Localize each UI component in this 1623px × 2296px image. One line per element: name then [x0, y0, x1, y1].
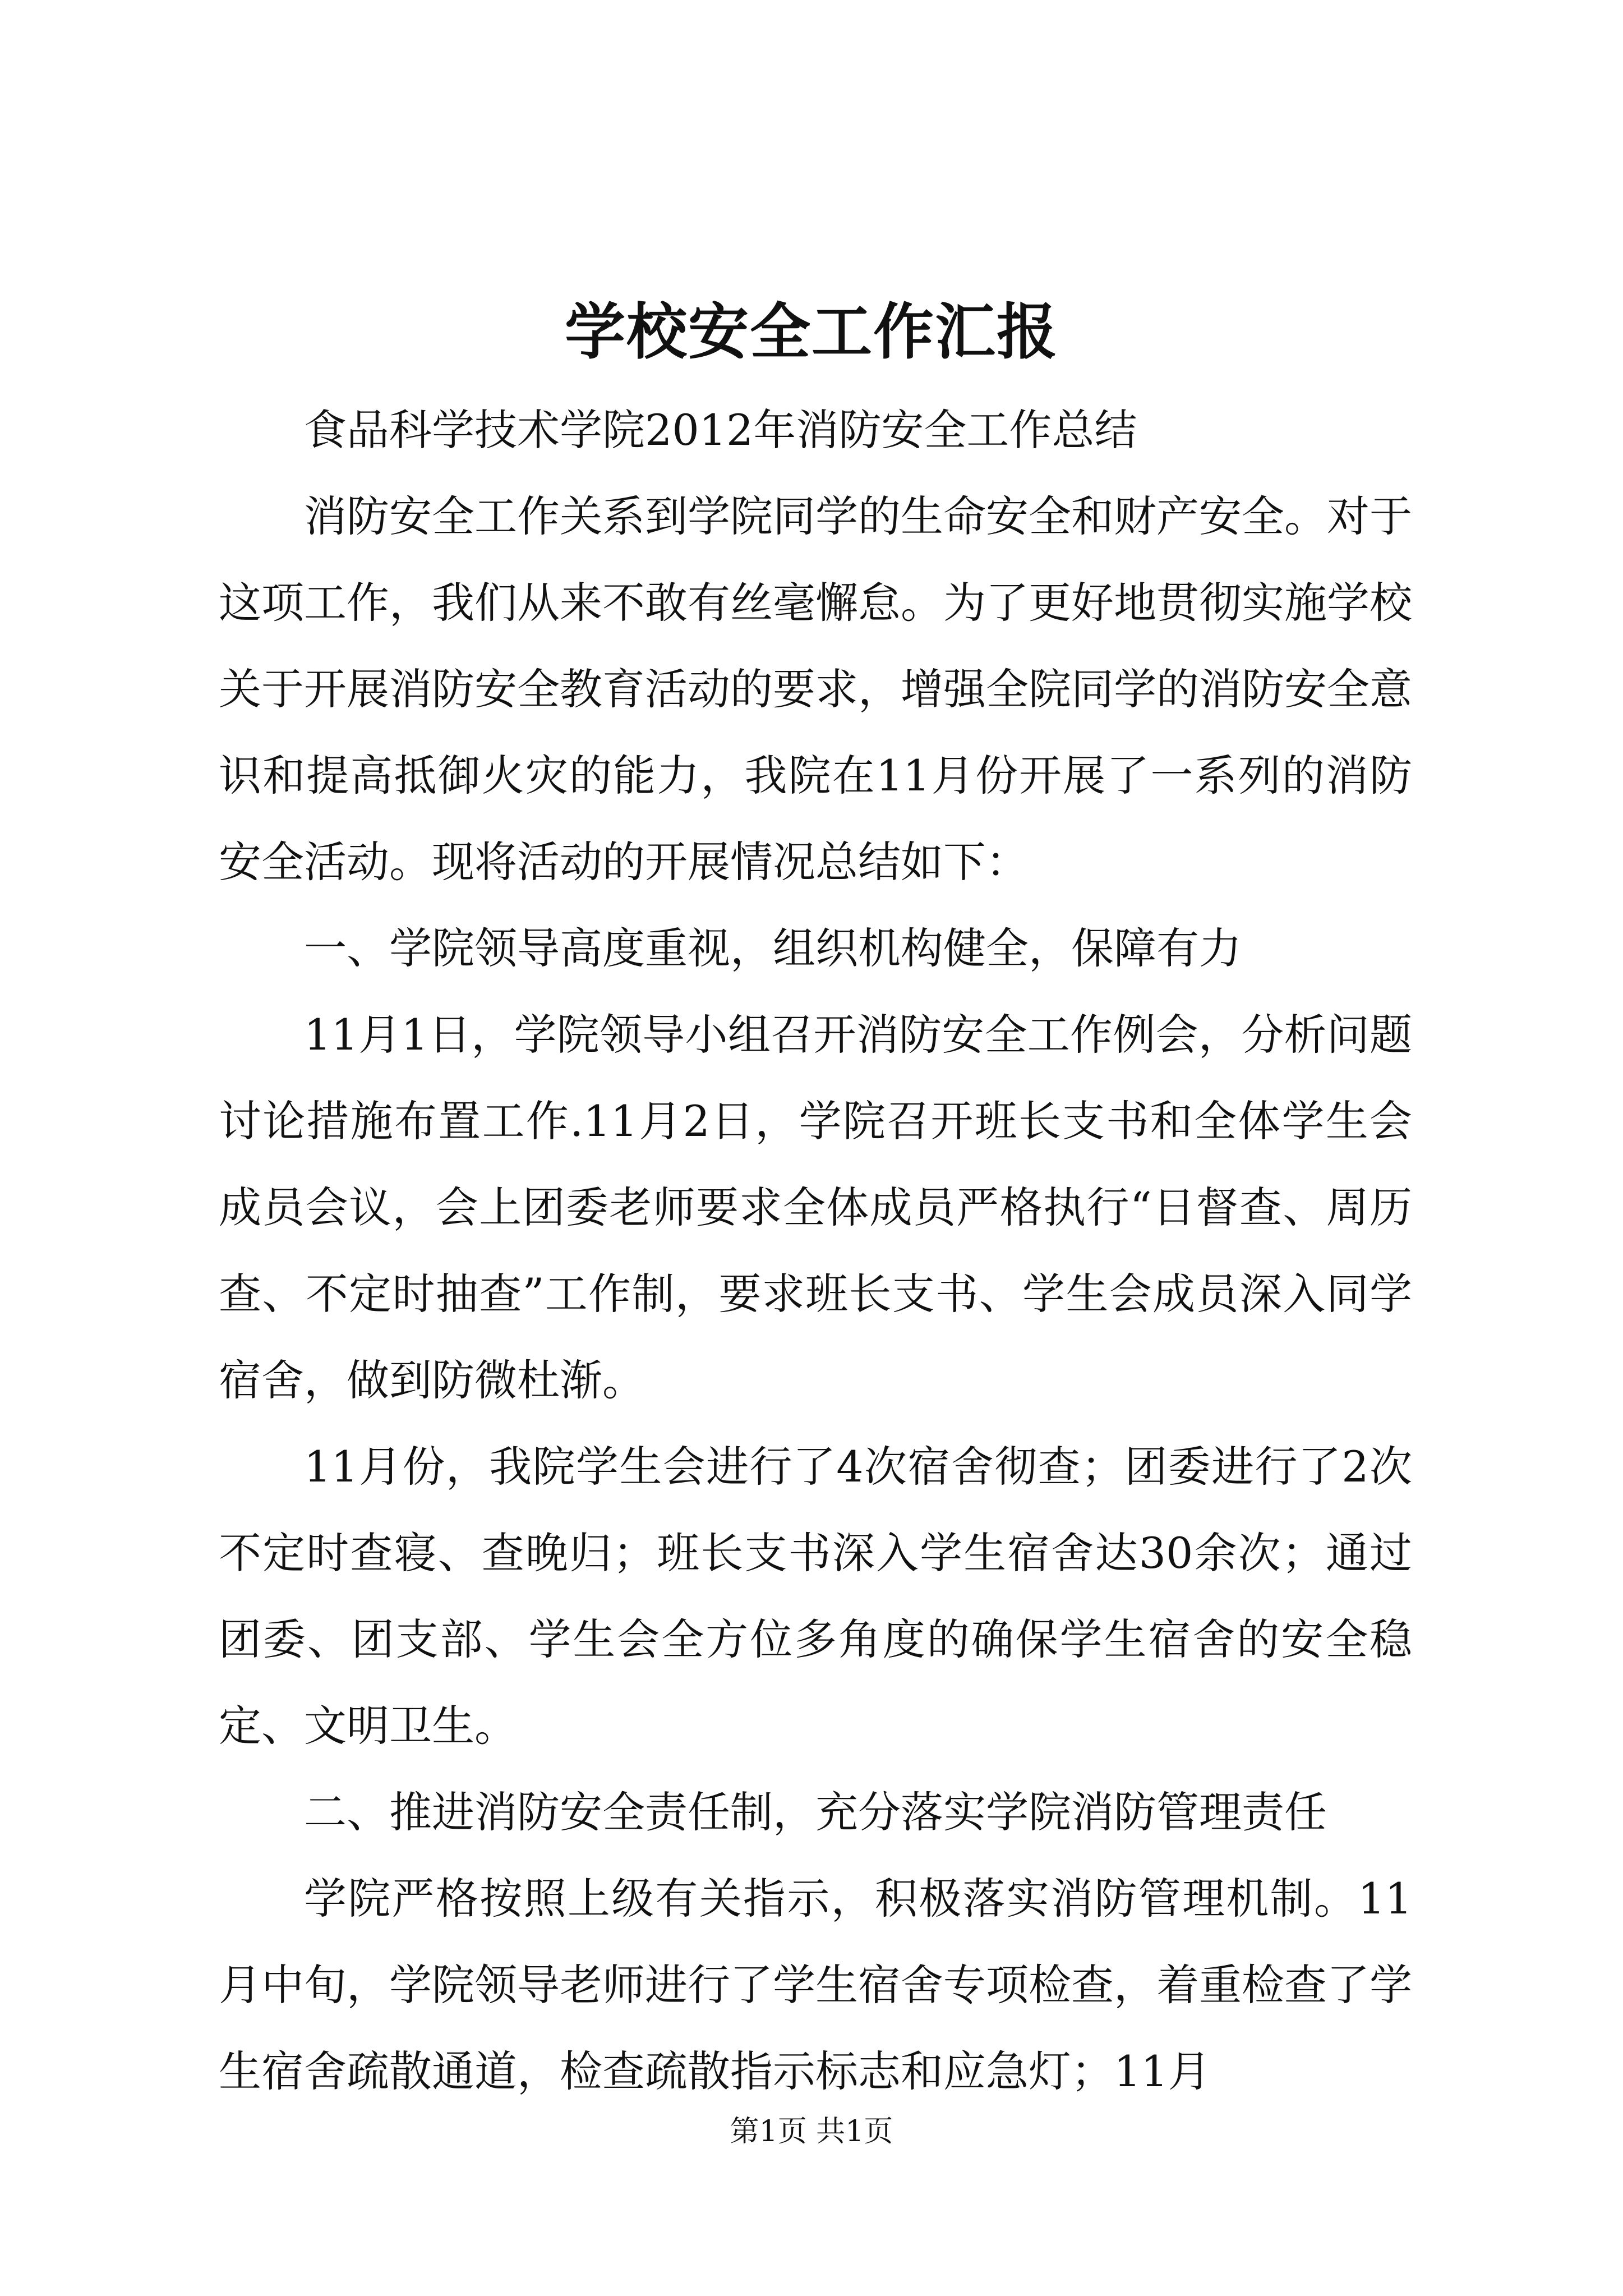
document-title: 学校安全工作汇报 [564, 297, 1058, 367]
document-body [219, 387, 1412, 2115]
paragraph-section2-a: 学院严格按照上级有关指示，积极落实消防管理机制。11月中旬，学院领导老师进行了学生宿舍专项检查，着重检查了学生宿舍疏散通道，检查疏散指示标志和应急灯；11月 [219, 1874, 1412, 2096]
paragraph-section1-a: 11月1日，学院领导小组召开消防安全工作例会，分析问题讨论措施布置工作.11月2日，学院召开班长支书和全体学生会成员会议，会上团委老师要求全体成员严格执行“日督查、周历查、不定时抽查”工作制，要求班长支书、学生会成员深入同学宿舍，做到防微杜渐。 [219, 1010, 1412, 1405]
section-heading-2: 二、推进消防安全责任制，充分落实学院消防管理责任 [304, 1787, 1327, 1837]
section-heading-1: 一、学院领导高度重视，组织机构健全，保障有力 [304, 923, 1242, 973]
paragraph-subtitle: 食品科学技术学院2012年消防安全工作总结 [304, 405, 1137, 455]
paragraph-intro: 消防安全工作关系到学院同学的生命安全和财产安全。对于这项工作，我们从来不敢有丝毫懈怠。为了更好地贯彻实施学校关于开展消防安全教育活动的要求，增强全院同学的消防安全意识和提高抵御火灾的能力，我院在11月份开展了一系列的消防安全活动。现将活动的开展情况总结如下： [219, 491, 1412, 887]
paragraph-section1-b: 11月份，我院学生会进行了4次宿舍彻查；团委进行了2次不定时查寝、查晚归；班长支书深入学生宿舍达30余次；通过团委、团支部、学生会全方位多角度的确保学生宿舍的安全稳定、文明卫生。 [219, 1442, 1412, 1751]
page-footer: 第1页 共1页 [730, 2115, 893, 2148]
